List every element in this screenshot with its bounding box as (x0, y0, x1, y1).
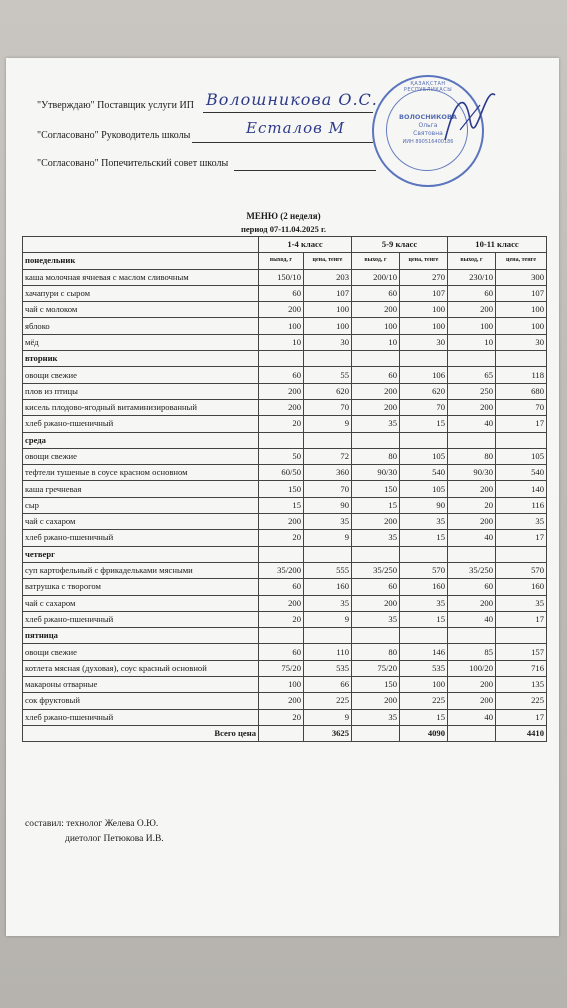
yield-cell: 200 (352, 302, 400, 318)
price-cell: 105 (496, 448, 547, 464)
yield-cell: 200 (259, 514, 304, 530)
yield-cell: 60 (448, 579, 496, 595)
yield-cell: 80 (448, 448, 496, 464)
total-price-cell: 4090 (400, 725, 448, 741)
yield-cell: 60 (259, 644, 304, 660)
price-cell: 225 (400, 693, 448, 709)
price-cell: 105 (400, 448, 448, 464)
empty-cell (304, 351, 352, 367)
stamp-signature-scribble (440, 80, 500, 150)
yield-cell: 100 (448, 318, 496, 334)
price-cell: 160 (400, 579, 448, 595)
yield-cell: 40 (448, 709, 496, 725)
price-cell: 620 (400, 383, 448, 399)
dish-name: овощи свежие (23, 367, 259, 383)
yield-cell: 60 (448, 285, 496, 301)
yield-cell: 200 (448, 514, 496, 530)
price-cell: 70 (496, 399, 547, 415)
total-blank-cell (448, 725, 496, 741)
total-blank-cell (352, 725, 400, 741)
day-header-row (23, 351, 547, 367)
price-cell: 17 (496, 611, 547, 627)
total-row (23, 725, 547, 741)
yield-cell: 20 (259, 611, 304, 627)
yield-cell: 60 (352, 285, 400, 301)
empty-cell (496, 351, 547, 367)
menu-period: период 07-11.04.2025 г. (241, 224, 326, 234)
yield-cell: 100 (352, 318, 400, 334)
empty-cell (259, 628, 304, 644)
dish-name: хлеб ржано-пшеничный (23, 416, 259, 432)
agree-council-signature-line (234, 170, 376, 171)
price-cell: 203 (304, 269, 352, 285)
dish-row (23, 465, 547, 481)
empty-cell (400, 546, 448, 562)
footer-technologist: составил: технолог Желева О.Ю. (25, 819, 159, 829)
yield-cell: 60 (259, 579, 304, 595)
subheader-yield-1: выход, г (259, 253, 304, 269)
total-price-cell: 4410 (496, 725, 547, 741)
price-cell: 107 (496, 285, 547, 301)
price-cell: 106 (400, 367, 448, 383)
price-cell: 15 (400, 709, 448, 725)
yield-cell: 10 (259, 334, 304, 350)
price-cell: 9 (304, 611, 352, 627)
price-cell: 17 (496, 416, 547, 432)
price-cell: 35 (496, 514, 547, 530)
price-cell: 35 (400, 514, 448, 530)
yield-cell: 50 (259, 448, 304, 464)
day-name: четверг (23, 546, 259, 562)
agree-council-label: "Согласовано" Попечительский совет школы (37, 158, 229, 169)
day-header-row (23, 546, 547, 562)
empty-cell (259, 546, 304, 562)
stamp-name-line3: Святовна (413, 130, 443, 137)
empty-cell (352, 351, 400, 367)
price-cell: 160 (304, 579, 352, 595)
dish-row (23, 416, 547, 432)
price-cell: 90 (400, 497, 448, 513)
yield-cell: 200 (259, 383, 304, 399)
price-cell: 157 (496, 644, 547, 660)
agree-director-signature: Есталов М (246, 119, 345, 137)
yield-cell: 40 (448, 611, 496, 627)
approve-signature-line (203, 112, 373, 113)
yield-cell: 250 (448, 383, 496, 399)
yield-cell: 150 (259, 481, 304, 497)
dish-row (23, 481, 547, 497)
price-cell: 70 (400, 399, 448, 415)
price-cell: 100 (496, 302, 547, 318)
empty-cell (352, 628, 400, 644)
empty-cell (304, 628, 352, 644)
dish-name: макароны отварные (23, 677, 259, 693)
empty-cell (448, 351, 496, 367)
stamp-name-line2: Ольга (418, 122, 438, 129)
price-cell: 100 (304, 302, 352, 318)
price-cell: 30 (400, 334, 448, 350)
price-cell: 570 (496, 562, 547, 578)
price-cell: 555 (304, 562, 352, 578)
price-cell: 70 (304, 481, 352, 497)
empty-cell (400, 628, 448, 644)
price-cell: 620 (304, 383, 352, 399)
agree-director-signature-line (192, 142, 373, 143)
price-cell: 9 (304, 416, 352, 432)
price-cell: 225 (304, 693, 352, 709)
price-cell: 17 (496, 709, 547, 725)
dish-row (23, 611, 547, 627)
price-cell: 30 (304, 334, 352, 350)
price-cell: 100 (304, 318, 352, 334)
price-cell: 118 (496, 367, 547, 383)
yield-cell: 150 (352, 677, 400, 693)
dish-row (23, 318, 547, 334)
empty-cell (448, 628, 496, 644)
yield-cell: 20 (259, 530, 304, 546)
dish-name: хлеб ржано-пшеничный (23, 611, 259, 627)
empty-cell (448, 546, 496, 562)
yield-cell: 200 (448, 302, 496, 318)
empty-cell (352, 546, 400, 562)
approve-signature: Волошникова О.С. (206, 90, 378, 109)
dish-name: ватрушка с творогом (23, 579, 259, 595)
price-cell: 100 (400, 302, 448, 318)
yield-cell: 20 (448, 497, 496, 513)
dish-name: чай с молоком (23, 302, 259, 318)
yield-cell: 200 (448, 481, 496, 497)
yield-cell: 100/20 (448, 660, 496, 676)
yield-cell: 200 (259, 595, 304, 611)
empty-cell (448, 432, 496, 448)
total-blank-cell (259, 725, 304, 741)
price-cell: 110 (304, 644, 352, 660)
subheader-price-2: цена, тенге (400, 253, 448, 269)
yield-cell: 15 (259, 497, 304, 513)
yield-cell: 85 (448, 644, 496, 660)
empty-cell (400, 351, 448, 367)
price-cell: 15 (400, 530, 448, 546)
price-cell: 100 (496, 318, 547, 334)
price-cell: 540 (400, 465, 448, 481)
dish-name: овощи свежие (23, 644, 259, 660)
group-header-10-11: 10-11 класс (448, 237, 547, 253)
price-cell: 300 (496, 269, 547, 285)
dish-row (23, 497, 547, 513)
day-name: среда (23, 432, 259, 448)
price-cell: 100 (400, 677, 448, 693)
price-cell: 116 (496, 497, 547, 513)
price-cell: 135 (496, 677, 547, 693)
yield-cell: 200 (352, 383, 400, 399)
yield-cell: 200 (259, 693, 304, 709)
yield-cell: 60 (352, 579, 400, 595)
agree-director-label: "Согласовано" Руководитель школы (37, 130, 191, 141)
dish-row (23, 709, 547, 725)
yield-cell: 150/10 (259, 269, 304, 285)
yield-cell: 200 (448, 693, 496, 709)
column-subheader-row (23, 253, 547, 269)
dish-row (23, 579, 547, 595)
price-cell: 160 (496, 579, 547, 595)
price-cell: 100 (400, 318, 448, 334)
yield-cell: 75/20 (259, 660, 304, 676)
first-day-name: понедельник (23, 253, 259, 269)
dish-row (23, 595, 547, 611)
price-cell: 35 (496, 595, 547, 611)
empty-cell (259, 432, 304, 448)
subheader-price-3: цена, тенге (496, 253, 547, 269)
yield-cell: 200 (448, 399, 496, 415)
yield-cell: 200 (448, 595, 496, 611)
dish-name: каша молочная ячневая с маслом сливочным (23, 269, 259, 285)
day-name: вторник (23, 351, 259, 367)
subheader-yield-3: выход, г (448, 253, 496, 269)
dish-row (23, 562, 547, 578)
yield-cell: 40 (448, 530, 496, 546)
dish-row (23, 693, 547, 709)
yield-cell: 10 (448, 334, 496, 350)
price-cell: 9 (304, 530, 352, 546)
empty-cell (304, 546, 352, 562)
empty-cell (259, 351, 304, 367)
total-label: Всего цена (23, 725, 259, 741)
footer-dietitian: диетолог Петюкова И.В. (65, 834, 164, 844)
price-cell: 72 (304, 448, 352, 464)
empty-cell (352, 432, 400, 448)
day-name: пятница (23, 628, 259, 644)
dish-row (23, 269, 547, 285)
empty-cell (496, 546, 547, 562)
dish-name: котлета мясная (духовая), соус красный основной (23, 660, 259, 676)
yield-cell: 90/30 (448, 465, 496, 481)
approve-label: "Утверждаю" Поставщик услуги ИП (37, 100, 194, 111)
yield-cell: 60 (259, 285, 304, 301)
dish-name: чай с сахаром (23, 595, 259, 611)
price-cell: 15 (400, 416, 448, 432)
dish-name: хачапури с сыром (23, 285, 259, 301)
class-group-header-row (23, 237, 547, 253)
dish-name: кисель плодово-ягодный витаминизированный (23, 399, 259, 415)
price-cell: 17 (496, 530, 547, 546)
empty-cell (496, 432, 547, 448)
yield-cell: 200 (352, 693, 400, 709)
price-cell: 146 (400, 644, 448, 660)
price-cell: 680 (496, 383, 547, 399)
dish-name: чай с сахаром (23, 514, 259, 530)
dish-row (23, 383, 547, 399)
yield-cell: 60/50 (259, 465, 304, 481)
dish-row (23, 285, 547, 301)
yield-cell: 10 (352, 334, 400, 350)
yield-cell: 200 (352, 595, 400, 611)
dish-row (23, 367, 547, 383)
yield-cell: 75/20 (352, 660, 400, 676)
yield-cell: 20 (259, 709, 304, 725)
dish-row (23, 530, 547, 546)
yield-cell: 200 (259, 399, 304, 415)
dish-name: тефтели тушеные в соусе красном основном (23, 465, 259, 481)
dish-row (23, 644, 547, 660)
yield-cell: 20 (259, 416, 304, 432)
yield-cell: 35 (352, 530, 400, 546)
yield-cell: 200 (352, 514, 400, 530)
price-cell: 15 (400, 611, 448, 627)
yield-cell: 35/250 (448, 562, 496, 578)
yield-cell: 200 (352, 399, 400, 415)
dish-name: овощи свежие (23, 448, 259, 464)
price-cell: 570 (400, 562, 448, 578)
yield-cell: 150 (352, 481, 400, 497)
total-price-cell: 3625 (304, 725, 352, 741)
stamp-ring-text: ҚАЗАҚСТАН РЕСПУБЛИКАСЫ (403, 81, 453, 93)
price-cell: 107 (304, 285, 352, 301)
yield-cell: 60 (352, 367, 400, 383)
dish-name: хлеб ржано-пшеничный (23, 709, 259, 725)
price-cell: 105 (400, 481, 448, 497)
subheader-price-1: цена, тенге (304, 253, 352, 269)
price-cell: 716 (496, 660, 547, 676)
price-cell: 140 (496, 481, 547, 497)
empty-cell (304, 432, 352, 448)
day-header-row (23, 628, 547, 644)
dish-row (23, 514, 547, 530)
price-cell: 270 (400, 269, 448, 285)
yield-cell: 60 (259, 367, 304, 383)
price-cell: 360 (304, 465, 352, 481)
yield-cell: 65 (448, 367, 496, 383)
yield-cell: 35 (352, 416, 400, 432)
menu-title: МЕНЮ (2 неделя) (246, 211, 321, 221)
price-cell: 9 (304, 709, 352, 725)
header-blank-cell (23, 237, 259, 253)
dish-row (23, 399, 547, 415)
yield-cell: 200 (259, 302, 304, 318)
price-cell: 35 (304, 595, 352, 611)
yield-cell: 35 (352, 611, 400, 627)
yield-cell: 80 (352, 448, 400, 464)
dish-name: мёд (23, 334, 259, 350)
yield-cell: 80 (352, 644, 400, 660)
price-cell: 30 (496, 334, 547, 350)
stamp-name-line1: ВОЛОСНИКОВА (399, 113, 457, 121)
yield-cell: 35/250 (352, 562, 400, 578)
price-cell: 225 (496, 693, 547, 709)
empty-cell (400, 432, 448, 448)
dish-name: плов из птицы (23, 383, 259, 399)
yield-cell: 35 (352, 709, 400, 725)
dish-row (23, 302, 547, 318)
price-cell: 66 (304, 677, 352, 693)
dish-row (23, 448, 547, 464)
menu-table (22, 236, 547, 742)
dish-name: сок фруктовый (23, 693, 259, 709)
group-header-5-9: 5-9 класс (352, 237, 448, 253)
yield-cell: 15 (352, 497, 400, 513)
dish-name: хлеб ржано-пшеничный (23, 530, 259, 546)
yield-cell: 100 (259, 318, 304, 334)
dish-name: яблоко (23, 318, 259, 334)
day-header-row (23, 432, 547, 448)
yield-cell: 200 (448, 677, 496, 693)
price-cell: 107 (400, 285, 448, 301)
yield-cell: 90/30 (352, 465, 400, 481)
yield-cell: 40 (448, 416, 496, 432)
dish-row (23, 334, 547, 350)
yield-cell: 230/10 (448, 269, 496, 285)
price-cell: 535 (304, 660, 352, 676)
empty-cell (496, 628, 547, 644)
group-header-1-4: 1-4 класс (259, 237, 352, 253)
dish-name: каша гречневая (23, 481, 259, 497)
yield-cell: 35/200 (259, 562, 304, 578)
stamp-id-line: ИИН 890516400186 (402, 139, 454, 145)
price-cell: 35 (400, 595, 448, 611)
price-cell: 35 (304, 514, 352, 530)
price-cell: 55 (304, 367, 352, 383)
subheader-yield-2: выход, г (352, 253, 400, 269)
price-cell: 540 (496, 465, 547, 481)
yield-cell: 200/10 (352, 269, 400, 285)
dish-row (23, 660, 547, 676)
dish-name: суп картофельный с фрикадельками мясными (23, 562, 259, 578)
price-cell: 70 (304, 399, 352, 415)
dish-name: сыр (23, 497, 259, 513)
dish-row (23, 677, 547, 693)
price-cell: 90 (304, 497, 352, 513)
price-cell: 535 (400, 660, 448, 676)
yield-cell: 100 (259, 677, 304, 693)
